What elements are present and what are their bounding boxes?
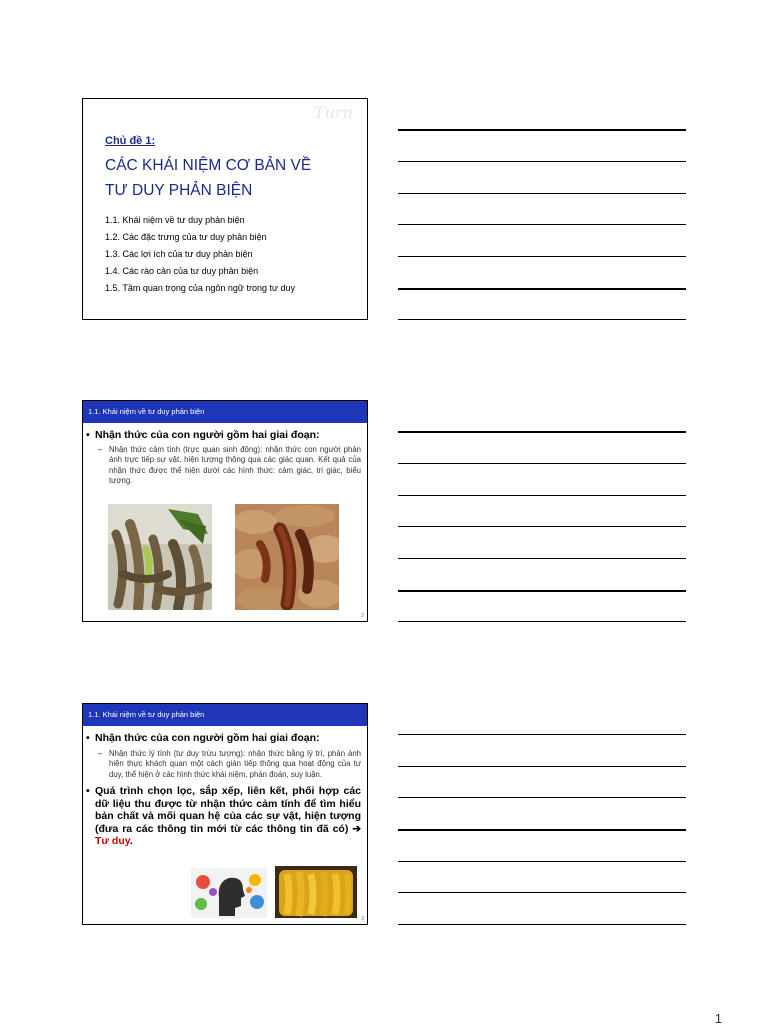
note-line (398, 193, 686, 194)
note-line (398, 590, 686, 592)
tamarind-tree-photo (108, 504, 212, 610)
note-line (398, 621, 686, 622)
toc-item: 1.3. Các lợi ích của tư duy phản biện (105, 249, 253, 259)
note-line (398, 797, 686, 798)
sub-point: – Nhận thức cảm tính (trực quan sinh động): nhận thức con người phản ánh trực tiếp sự vật, hiện tượng thông qua các giác quan. Kết quả của nhận thức được thể hiện dưới các hình thức: cảm giác, tri giác, biểu tượng. (83, 445, 367, 487)
note-line (398, 463, 686, 464)
toc-item: 1.4. Các rào cản của tư duy phản biện (105, 266, 259, 276)
bullet-point: • Nhận thức của con người gồm hai giai đoạn: (83, 732, 367, 745)
topic-label: Chủ đề 1: (105, 135, 156, 147)
page-number: 1 (714, 1011, 722, 1026)
note-line (398, 319, 686, 320)
slide-page-number: 2 (361, 613, 364, 619)
note-line (398, 431, 686, 433)
slide-title-line-1: CÁC KHÁI NIỆM CƠ BẢN VỀ (105, 157, 312, 174)
note-line (398, 495, 686, 496)
slide-title-line-2: TƯ DUY PHẢN BIỆN (105, 182, 253, 199)
tamarind-jar-photo (275, 866, 357, 918)
note-line (398, 526, 686, 527)
toc-item: 1.2. Các đặc trưng của tư duy phản biện (105, 232, 267, 242)
note-line (398, 256, 686, 257)
note-line (398, 766, 686, 767)
tamarind-pods-photo (235, 504, 339, 610)
sub-point: – Nhận thức lý tính (tư duy trừu tượng): nhận thức bằng lý trí, phản ánh hiện thực khách quan một cách gián tiếp thông qua hoạt động của tư duy, thể hiện ở các hình thức khái niệm, phán đoán, suy luận. (83, 749, 367, 781)
toc-item: 1.5. Tầm quan trọng của ngôn ngữ trong tư duy (105, 283, 296, 293)
slide-2 (82, 400, 368, 622)
note-line (398, 288, 686, 290)
note-line (398, 892, 686, 893)
conclusion-text: Tư duy (95, 835, 130, 848)
table-of-contents (105, 212, 295, 297)
bullet-point: • Nhận thức của con người gồm hai giai đoạn: (83, 429, 367, 442)
toc-item: 1.1. Khái niệm về tư duy phản biện (105, 215, 245, 225)
note-line (398, 924, 686, 925)
slide-header-bar: 1.1. Khái niệm về tư duy phản biện (83, 704, 367, 726)
note-line (398, 558, 686, 559)
bullet-point-thinking (83, 785, 367, 848)
arrow-icon: ➔ (352, 822, 361, 835)
thinking-head-illustration (191, 868, 267, 918)
note-line (398, 161, 686, 162)
bullet-text: Quá trình chọn lọc, sắp xếp, liên kết, phối hợp các dữ liệu thu được từ nhận thức cảm tính để tìm hiểu bản chất và mối quan hệ của các sự vật, hiện tượng (đưa ra các thông tin mới từ các thông tin đã có) (95, 785, 361, 835)
note-line (398, 129, 686, 131)
conclusion-period: . (129, 835, 133, 848)
note-line (398, 734, 686, 735)
note-line (398, 861, 686, 862)
watermark-text: Turn (314, 103, 353, 122)
slide-page-number: 3 (361, 916, 364, 922)
slide-title (105, 153, 355, 203)
slide-header-bar: 1.1. Khái niệm về tư duy phản biện (83, 401, 367, 423)
note-line (398, 829, 686, 831)
note-line (398, 224, 686, 225)
slide-3 (82, 703, 368, 925)
slide-1 (82, 98, 368, 320)
